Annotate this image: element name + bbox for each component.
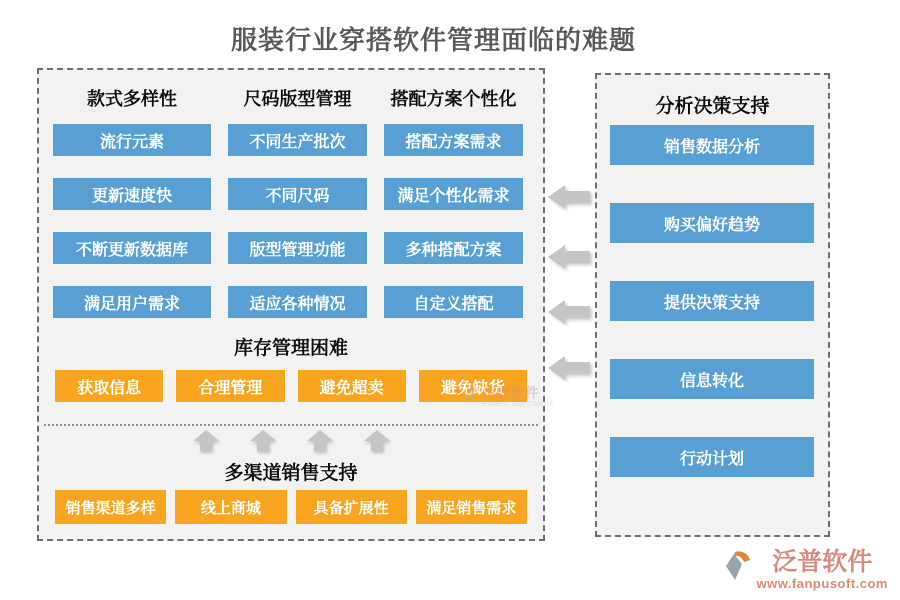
dotted-divider (44, 424, 538, 426)
analysis-panel-header: 分析决策支持 (655, 96, 770, 117)
item-box: 适应各种情况 (228, 286, 367, 318)
watermark-subtitle: FANPU SOFTWARE (483, 401, 555, 408)
item-box: 线上商城 (175, 490, 286, 524)
challenge-columns (53, 86, 523, 340)
item-box: 自定义搭配 (384, 286, 523, 318)
column-size-management (228, 86, 367, 340)
item-box: 不同尺码 (228, 178, 367, 210)
channel-section-header: 多渠道销售支持 (224, 463, 358, 484)
item-box: 不断更新数据库 (53, 232, 211, 264)
item-box: 销售渠道多样 (55, 490, 166, 524)
column-outfit-personalization (384, 86, 523, 340)
column-style-diversity (53, 86, 211, 340)
challenges-panel (37, 68, 555, 541)
item-box: 多种搭配方案 (384, 232, 523, 264)
item-box: 不同生产批次 (228, 124, 367, 156)
left-arrow-icon (548, 300, 590, 324)
up-arrows-row (39, 430, 543, 451)
up-arrow-icon (307, 430, 333, 451)
item-box: 信息转化 (610, 359, 814, 399)
brand-url: www.fanpusoft.com (756, 576, 888, 591)
up-arrow-icon (193, 430, 219, 451)
item-box: 避免超卖 (298, 370, 406, 402)
item-box: 获取信息 (55, 370, 163, 402)
item-box: 流行元素 (53, 124, 211, 156)
item-box: 版型管理功能 (228, 232, 367, 264)
column-header: 尺码版型管理 (243, 89, 352, 109)
left-arrow-icon (548, 245, 590, 269)
fanpu-logo-icon (722, 549, 752, 583)
item-box: 具备扩展性 (296, 490, 407, 524)
channel-items-row (55, 490, 527, 524)
analysis-items (610, 125, 814, 477)
analysis-panel (595, 73, 830, 537)
page-title: 服装行业穿搭软件管理面临的难题 (230, 26, 636, 55)
brand-name: 泛普软件 (772, 548, 873, 576)
item-box: 避免缺货 (419, 370, 527, 402)
watermark-name: 泛普软件 (483, 385, 539, 401)
item-box: 提供决策支持 (610, 281, 814, 321)
item-box: 满足用户需求 (53, 286, 211, 318)
column-header: 搭配方案个性化 (390, 89, 517, 109)
column-header: 款式多样性 (87, 89, 177, 109)
up-arrow-icon (364, 430, 390, 451)
item-box: 满足销售需求 (416, 490, 527, 524)
item-box: 行动计划 (610, 437, 814, 477)
item-box: 购买偏好趋势 (610, 203, 814, 243)
item-box: 更新速度快 (53, 178, 211, 210)
item-box: 合理管理 (176, 370, 284, 402)
inventory-section-header: 库存管理困难 (233, 338, 348, 359)
up-arrow-icon (250, 430, 276, 451)
left-arrow-icon (548, 356, 590, 380)
left-arrow-icon (548, 185, 590, 209)
fanpu-logo (722, 549, 888, 591)
item-box: 搭配方案需求 (384, 124, 523, 156)
item-box: 销售数据分析 (610, 125, 814, 165)
item-box: 满足个性化需求 (384, 178, 523, 210)
inventory-items-row (55, 370, 527, 402)
